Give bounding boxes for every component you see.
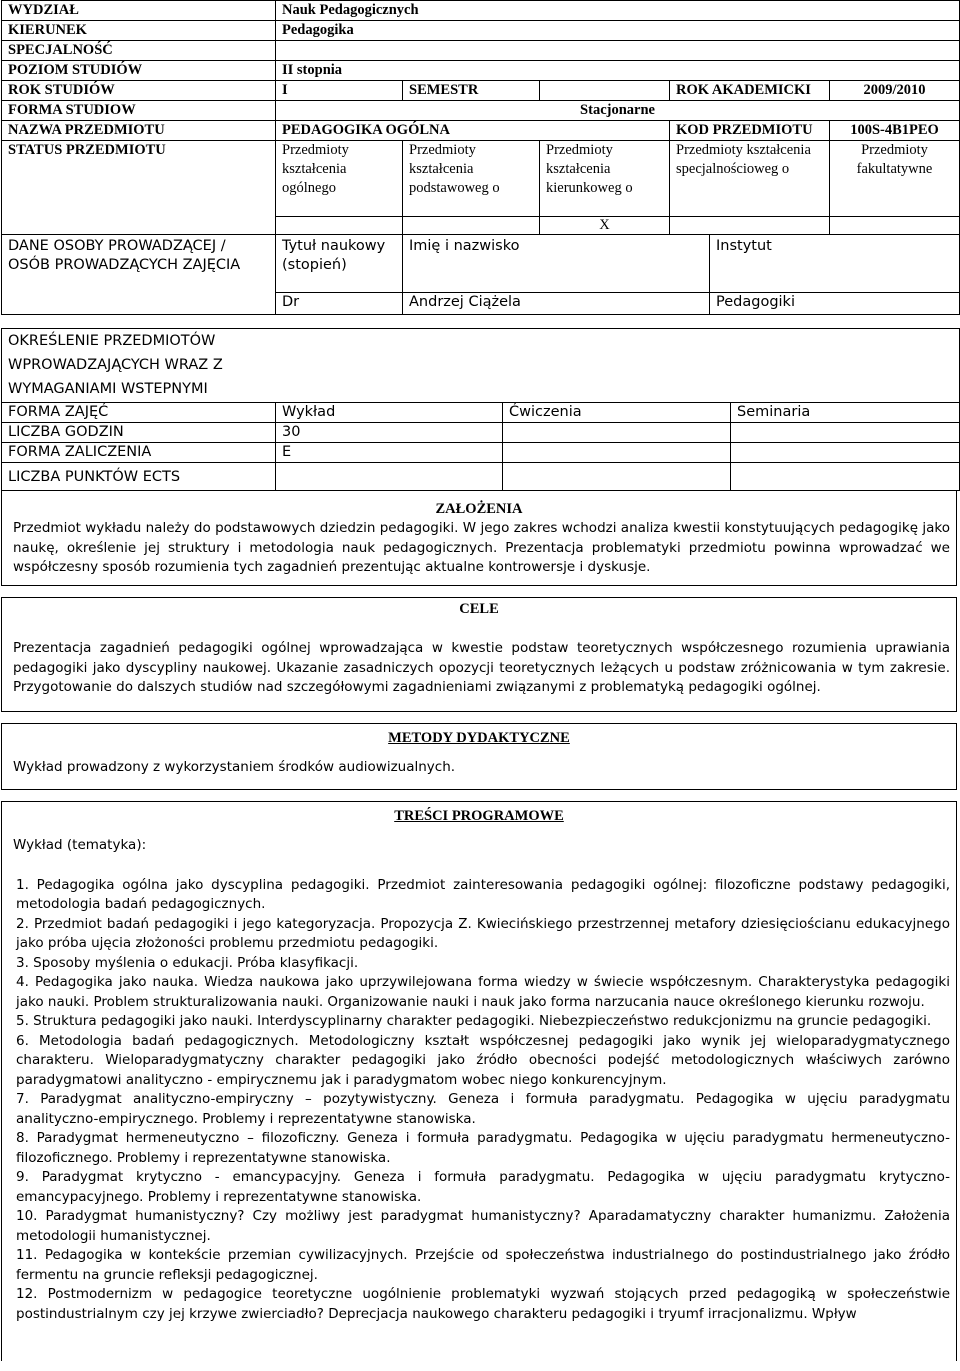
imie-nazwisko-value: Andrzej Ciążela <box>403 293 710 315</box>
list-item: 7. Paradygmat analityczno-empiryczny – pozytywistyczny. Geneza i formuła paradygmatu. Pedagogika w ujęciu paradygmatu analityczno-empirycznego. Problemy i reprezentatywne stanowiska. <box>16 1091 950 1127</box>
zalozenia-text: Przedmiot wykładu należy do podstawowych dziedzin pedagogiki. W jego zakres wchodzi analiza kwestii konstytuujących pedagogikę jako naukę, określenie jej struktury i metodologia nauk pedagogicznych. Prezentacja problematyki przedmiotu powinna wprowadzać we współczesny sposób rozumienia tych zagadnień prezentując aktualne kontrowersje i dyskusje. <box>13 520 950 575</box>
tresci-section <box>1 801 957 1361</box>
forma-zaliczenia-label: FORMA ZALICZENIA <box>2 443 276 463</box>
status-option-fakultatywne: Przedmioty fakultatywne <box>830 141 960 217</box>
tresci-subtitle: Wykład (tematyka): <box>13 837 147 853</box>
list-item: 10. Paradygmat humanistyczny? Czy możliwy jest paradygmat humanistyczny? Aparadamatyczny charakter humanizmu. Założenia metodologii humanistycznej. <box>16 1208 950 1244</box>
liczba-godzin-label: LICZBA GODZIN <box>2 423 276 443</box>
specjalnosc-label: SPECJALNOŚĆ <box>2 41 276 61</box>
specjalnosc-value <box>276 41 960 61</box>
tytul-value: Dr <box>276 293 403 315</box>
ects-label: LICZBA PUNKTÓW ECTS <box>2 463 276 491</box>
prowadzacy-table <box>1 234 960 315</box>
course-header-table <box>1 0 960 141</box>
cele-text: Prezentacja zagadnień pedagogiki ogólnej wprowadzająca w kwestie podstaw teoretycznych współczesnego rozumienia uprawiania pedagogiki jako dyscypliny naukowej. Ukazanie zasadniczych opozycji teoretycznych leżących u podstaw zróżnicowania w tym zakresie. Przygotowanie do dalszych studiów nad szczegółowymi zagadnieniami związanymi z problematyką pedagogiki ogólnej. <box>13 640 950 695</box>
list-item: 12. Postmodernizm w pedagogice teoretyczne uogólnienie problematyki wyzwań stojących przed pedagogiką w społeczeństwie postindustrialnym czy jej krzywe zwierciadło? Deprecjacja naukowego charakteru pedagogiki i tryumf irracjonalizmu. Wpływ <box>16 1286 950 1322</box>
list-item: 11. Pedagogika w kontekście przemian cywilizacyjnych. Przejście od społeczeństwa industrialnego do postindustrialnego jako źródło fermentu na gruncie refleksji pedagogicznej. <box>16 1247 950 1283</box>
instytut-value: Pedagogiki <box>710 293 960 315</box>
list-item: 1. Pedagogika ogólna jako dyscyplina pedagogiki. Przedmiot zainteresowania pedagogiki ogólnej: filozoficzne podstawy pedagogiki, metodologia badań pedagogicznych. <box>16 876 950 912</box>
kierunek-value: Pedagogika <box>276 21 960 41</box>
imie-nazwisko-header: Imię i nazwisko <box>403 235 710 293</box>
kod-przedmiotu-label: KOD PRZEDMIOTU <box>670 121 830 141</box>
wydzial-label: WYDZIAŁ <box>2 1 276 21</box>
kierunek-label: KIERUNEK <box>2 21 276 41</box>
rok-label: ROK STUDIÓW <box>2 81 276 101</box>
forma-studiow-label: FORMA STUDIOW <box>2 101 276 121</box>
tresci-title: TREŚCI PROGRAMOWE <box>394 808 564 824</box>
status-option-kierunkowe: Przedmioty kształcenia kierunkoweg o <box>540 141 670 217</box>
rok-akademicki-value: 2009/2010 <box>830 81 960 101</box>
metody-text: Wykład prowadzony z wykorzystaniem środków audiowizualnych. <box>13 759 456 775</box>
forma-zaliczenia-wyklad: E <box>276 443 503 463</box>
zalozenia-section <box>1 490 957 586</box>
status-option-ogolne: Przedmioty kształcenia ogólnego <box>276 141 403 217</box>
wyklad-header: Wykład <box>276 403 503 423</box>
nazwa-przedmiotu-label: NAZWA PRZEDMIOTU <box>2 121 276 141</box>
prowadzacy-label: DANE OSOBY PROWADZĄCEJ / OSÓB PROWADZĄCYCH ZAJĘCIA <box>2 235 276 315</box>
nazwa-przedmiotu-value: PEDAGOGIKA OGÓLNA <box>276 121 670 141</box>
seminaria-header: Seminaria <box>731 403 960 423</box>
semestr-label: SEMESTR <box>403 81 540 101</box>
rok-value: I <box>276 81 403 101</box>
tresci-list <box>2 876 956 1325</box>
list-item: 9. Paradygmat krytyczno - emancypacyjny. Geneza i formuła paradygmatu. Pedagogika w ujęciu paradygmatu krytyczno-emancypacyjnego. Problemy i reprezentatywne stanowiska. <box>16 1169 950 1205</box>
status-label: STATUS PRZEDMIOTU <box>2 141 276 235</box>
cele-section <box>1 597 957 712</box>
metody-title: METODY DYDAKTYCZNE <box>388 730 570 746</box>
metody-section <box>1 723 957 790</box>
tytul-naukowy-header: Tytuł naukowy (stopień) <box>276 235 403 293</box>
forma-zajec-label: FORMA ZAJĘĆ <box>2 403 276 423</box>
semestr-value <box>540 81 670 101</box>
status-table <box>1 140 960 235</box>
list-item: 3. Sposoby myślenia o edukacji. Próba klasyfikacji. <box>16 954 359 971</box>
list-item: 5. Struktura pedagogiki jako nauki. Interdyscyplinarny charakter pedagogiki. Niebezpieczeństwo redukcjonizmu na gruncie pedagogiki. <box>16 1013 932 1029</box>
zalozenia-title: ZAŁOŻENIA <box>435 501 523 517</box>
list-item: 2. Przedmiot badań pedagogiki i jego kategoryzacja. Propozycja Z. Kwiecińskiego przestrzennej metafory dziesięciościanu edukacyjnego jako próba ujęcia złożoności problemu przedmiotu pedagogiki. <box>16 915 950 951</box>
poziom-value: II stopnia <box>276 61 960 81</box>
zajecia-table <box>1 328 960 491</box>
wydzial-value: Nauk Pedagogicznych <box>276 1 960 21</box>
status-option-specjalnosciowe: Przedmioty kształcenia specjalnościoweg o <box>670 141 830 217</box>
list-item: 4. Pedagogika jako nauka. Wiedza naukowa jako uprzywilejowana forma wiedzy w świecie współczesnym. Charakterystyka pedagogiki jako nauki. Problem strukturalizowania nauki. Organizowanie nauki i nauk jako forma narzucania nauce określonego kierunku rozwoju. <box>16 974 950 1010</box>
cele-title: CELE <box>459 601 499 617</box>
wymagania-label: OKREŚLENIE PRZEDMIOTÓW WPROWADZAJĄCYCH WRAZ Z WYMAGANIAMI WSTEPNYMI <box>2 329 960 403</box>
status-mark: X <box>540 217 670 235</box>
list-item: 8. Paradygmat hermeneutyczno – filozoficzny. Geneza i formuła paradygmatu. Pedagogika w ujęciu paradygmatu hermeneutyczno-filozoficznego. Problemy i reprezentatywne stanowiska. <box>16 1130 950 1166</box>
poziom-label: POZIOM STUDIÓW <box>2 61 276 81</box>
liczba-godzin-wyklad: 30 <box>276 423 503 443</box>
kod-przedmiotu-value: 100S-4B1PEO <box>830 121 960 141</box>
status-option-podstawowe: Przedmioty kształcenia podstawoweg o <box>403 141 540 217</box>
rok-akademicki-label: ROK AKADEMICKI <box>670 81 830 101</box>
cwiczenia-header: Ćwiczenia <box>503 403 731 423</box>
forma-studiow-value: Stacjonarne <box>276 101 960 121</box>
instytut-header: Instytut <box>710 235 960 293</box>
list-item: 6. Metodologia badań pedagogicznych. Metodologiczny kształt współczesnej pedagogiki jako wynik jej wieloparadygmatycznego charakteru. Wieloparadygmatyczny charakter pedagogiki jako źródło obecności podejść metodologicznych właściwych zarówno paradygmatowi analityczno - empirycznemu jak i paradygmatom wobec niego konkurencyjnym. <box>16 1032 950 1088</box>
